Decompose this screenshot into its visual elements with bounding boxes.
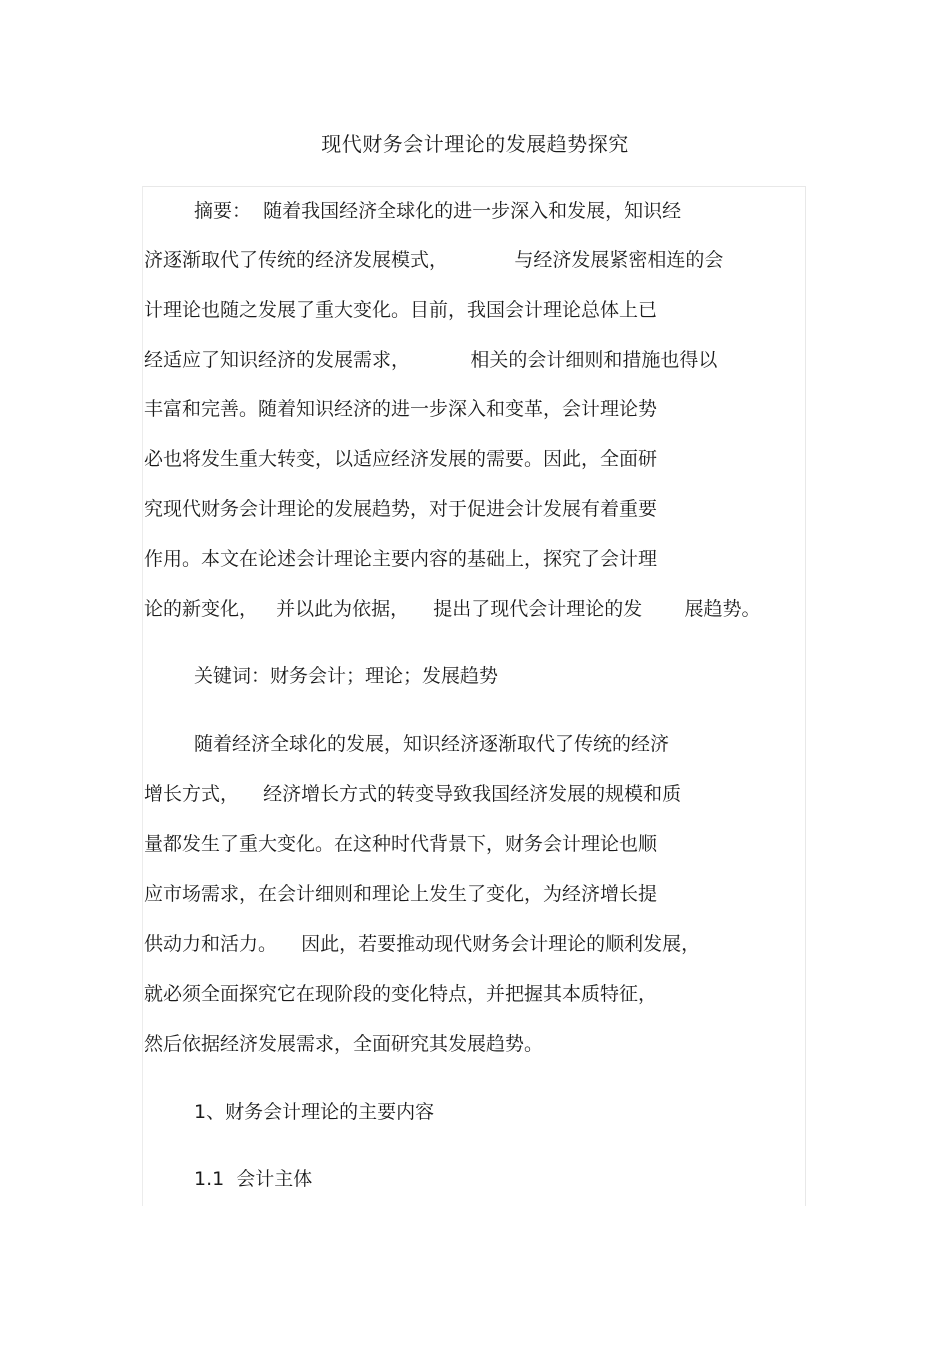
abstract-line-8: 作用。本文在论述会计理论主要内容的基础上，探究了会计理 [144, 548, 658, 570]
keywords-line: 关键词：财务会计；理论；发展趋势 [194, 665, 499, 687]
abstract-line-9: 论的新变化， 并以此为依据， 提出了现代会计理论的发 展趋势。 [144, 598, 761, 620]
abstract-line-4: 经适应了知识经济的发展需求， 相关的会计细则和措施也得以 [144, 349, 718, 371]
intro-line-1: 随着经济全球化的发展，知识经济逐渐取代了传统的经济 [194, 733, 670, 755]
section-heading: 1、财务会计理论的主要内容 [194, 1101, 435, 1123]
abstract-line-3: 计理论也随之发展了重大变化。目前，我国会计理论总体上已 [144, 299, 658, 321]
abstract-line-2: 济逐渐取代了传统的经济发展模式， 与经济发展紧密相连的会 [144, 249, 724, 271]
abstract-line-6: 必也将发生重大转变，以适应经济发展的需要。因此，全面研 [144, 448, 658, 470]
intro-line-5: 供动力和活力。 因此，若要推动现代财务会计理论的顺利发展， [144, 933, 701, 955]
intro-line-3: 量都发生了重大变化。在这种时代背景下，财务会计理论也顺 [144, 833, 658, 855]
intro-line-6: 就必须全面探究它在现阶段的变化特点，并把握其本质特征， [144, 983, 658, 1005]
intro-line-4: 应市场需求，在会计细则和理论上发生了变化，为经济增长提 [144, 883, 658, 905]
abstract-line-7: 究现代财务会计理论的发展趋势，对于促进会计发展有着重要 [144, 498, 658, 520]
intro-line-7: 然后依据经济发展需求，全面研究其发展趋势。 [144, 1033, 544, 1055]
abstract-line-5: 丰富和完善。随着知识经济的进一步深入和变革，会计理论势 [144, 398, 658, 420]
subsection-heading: 1.1 会计主体 [194, 1168, 313, 1190]
document-title: 现代财务会计理论的发展趋势探究 [321, 132, 629, 156]
abstract-line-1: 摘要： 随着我国经济全球化的进一步深入和发展，知识经 [194, 200, 682, 222]
intro-line-2: 增长方式， 经济增长方式的转变导致我国经济发展的规模和质 [144, 783, 682, 805]
